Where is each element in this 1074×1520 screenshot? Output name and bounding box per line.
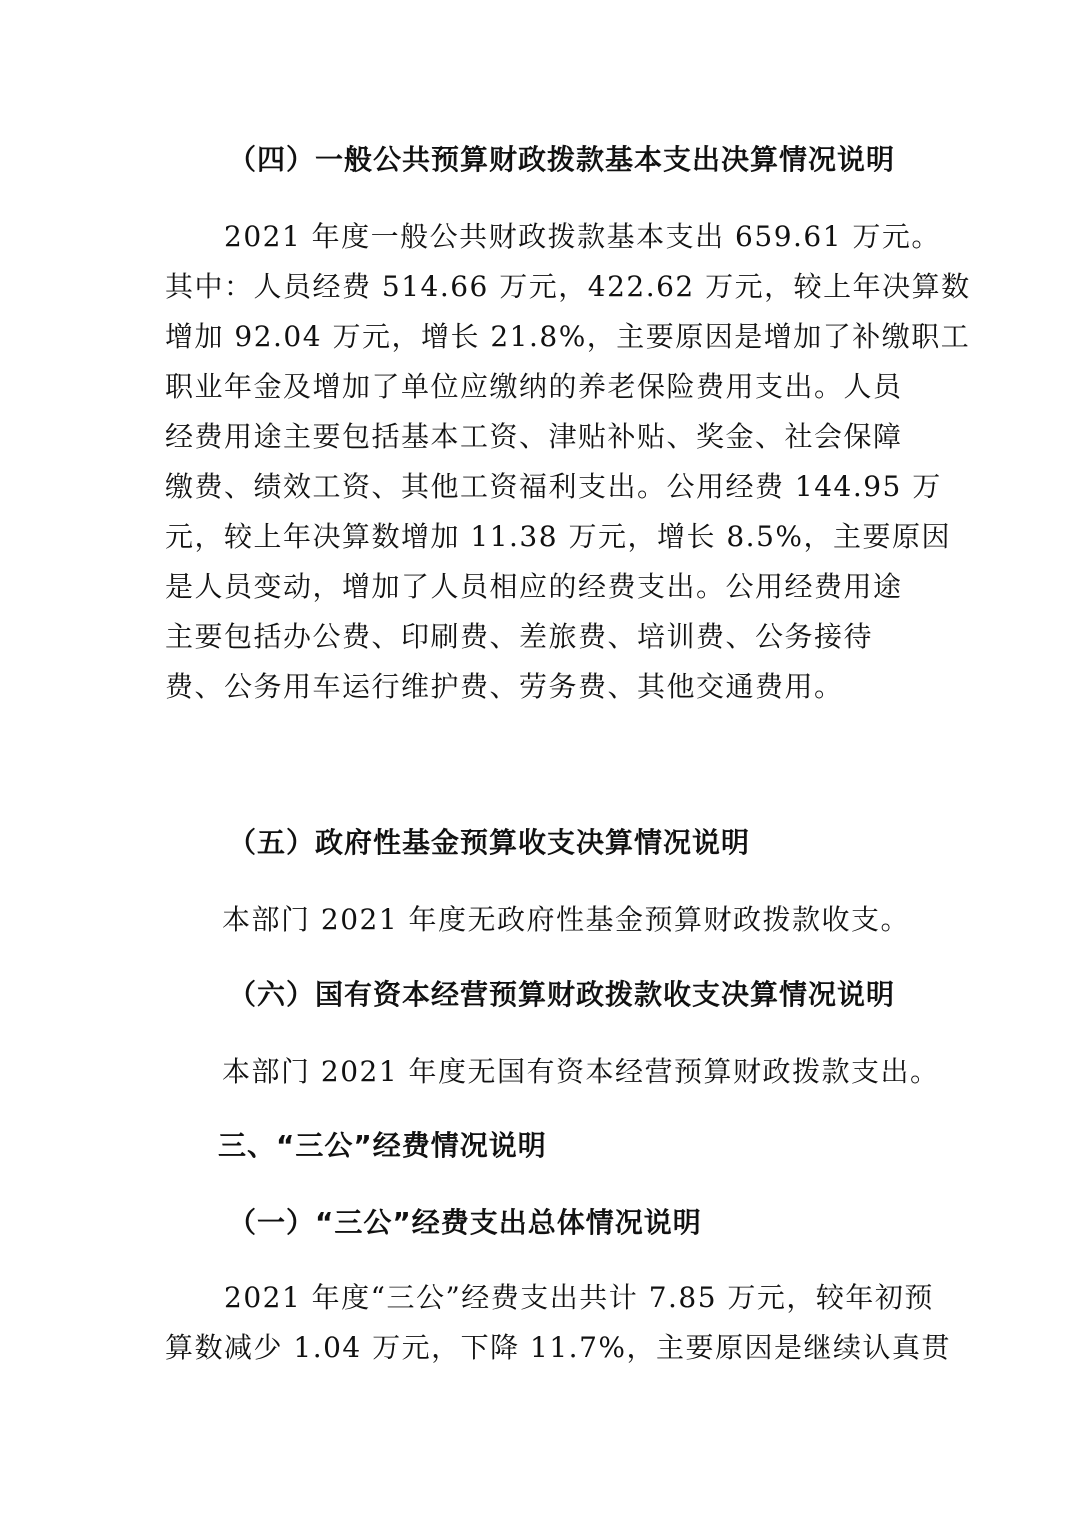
section-6-heading: （六）国有资本经营预算财政拨款收支决算情况说明 bbox=[228, 978, 896, 1011]
paragraph-line: 缴费、绩效工资、其他工资福利支出。公用经费 144.95 万 bbox=[165, 470, 942, 503]
paragraph-line: 2021 年度一般公共财政拨款基本支出 659.61 万元。 bbox=[165, 220, 941, 253]
section-4-heading: （四）一般公共预算财政拨款基本支出决算情况说明 bbox=[228, 143, 896, 176]
paragraph-line: 算数减少 1.04 万元，下降 11.7%，主要原因是继续认真贯 bbox=[165, 1331, 951, 1364]
section-6-text: 本部门 2021 年度无国有资本经营预算财政拨款支出。 bbox=[222, 1055, 940, 1088]
section-4-paragraph bbox=[165, 212, 971, 712]
paragraph-line: 经费用途主要包括基本工资、津贴补贴、奖金、社会保障 bbox=[165, 420, 903, 453]
paragraph-line: 是人员变动，增加了人员相应的经费支出。公用经费用途 bbox=[165, 570, 903, 603]
section-5-text: 本部门 2021 年度无政府性基金预算财政拨款收支。 bbox=[222, 903, 911, 936]
paragraph-line: 职业年金及增加了单位应缴纳的养老保险费用支出。人员 bbox=[165, 370, 903, 403]
paragraph-line: 2021 年度“三公”经费支出共计 7.85 万元，较年初预 bbox=[165, 1281, 934, 1314]
paragraph-line: 费、公务用车运行维护费、劳务费、其他交通费用。 bbox=[165, 670, 844, 703]
part-3-heading: 三、“三公”经费情况说明 bbox=[218, 1129, 547, 1162]
subsection-1-heading: （一）“三公”经费支出总体情况说明 bbox=[228, 1206, 702, 1239]
subsection-1-paragraph bbox=[165, 1273, 951, 1373]
paragraph-line: 其中：人员经费 514.66 万元，422.62 万元，较上年决算数 bbox=[165, 270, 971, 303]
section-5-heading: （五）政府性基金预算收支决算情况说明 bbox=[228, 826, 751, 859]
paragraph-line: 元，较上年决算数增加 11.38 万元，增长 8.5%，主要原因 bbox=[165, 520, 951, 553]
paragraph-line: 增加 92.04 万元，增长 21.8%，主要原因是增加了补缴职工 bbox=[165, 320, 971, 353]
paragraph-line: 主要包括办公费、印刷费、差旅费、培训费、公务接待 bbox=[165, 620, 874, 653]
